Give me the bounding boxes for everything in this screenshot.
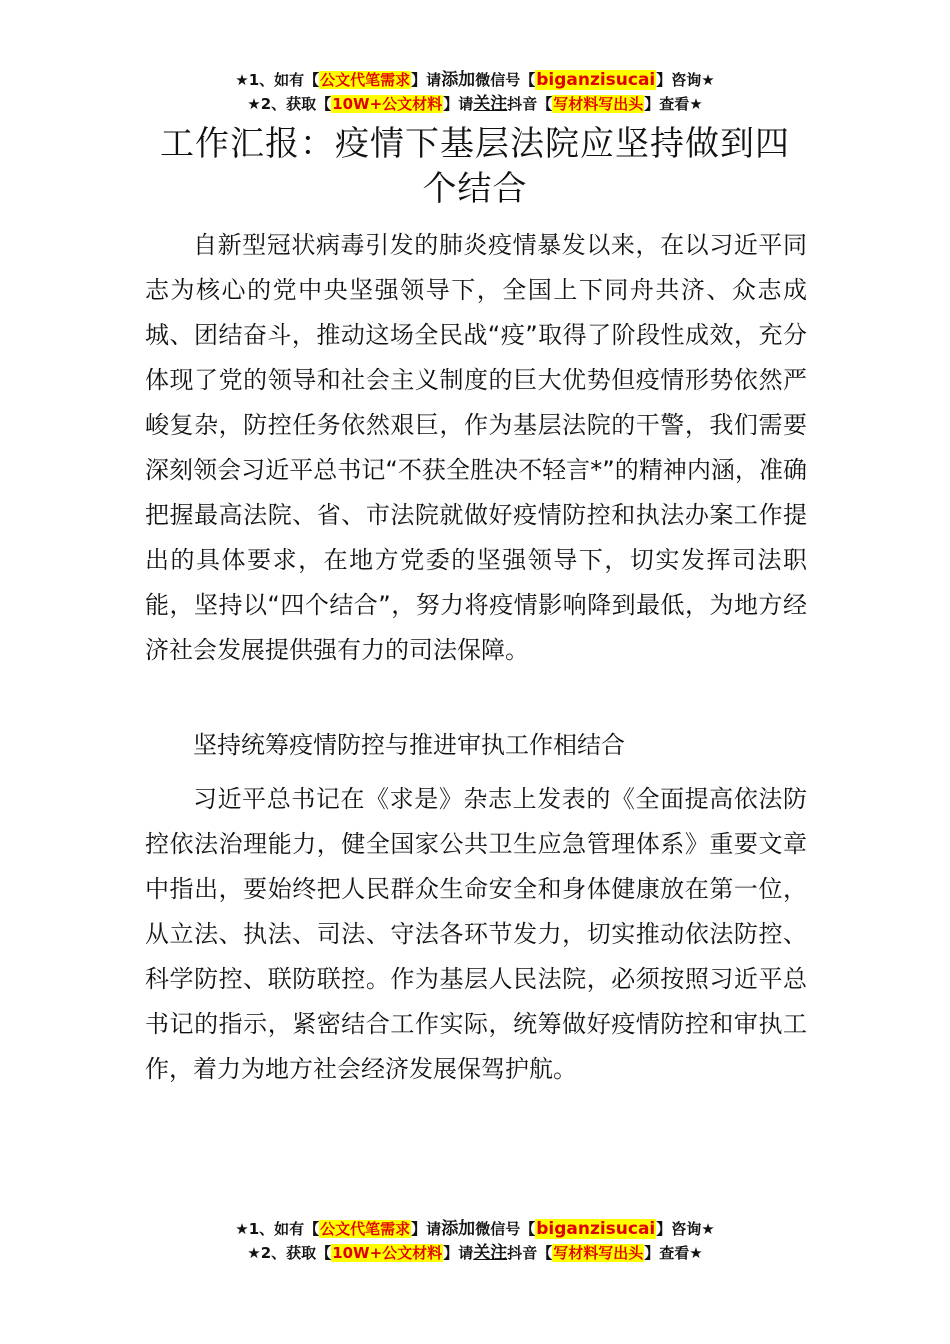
heading-text: 坚持统筹疫情防控与推进审执工作相结合 (193, 731, 625, 759)
highlight-wechat-id: biganzisucai (536, 1219, 656, 1239)
paragraph-text: 习近平总书记在《求是》杂志上发表的《全面提高依法防控依法治理能力，健全国家公共卫生应急管理体系》重要文章中指出，要始终把人民群众生命安全和身体健康放在第一位，从立法、执法、司法、守法各环节发力，切实推动依法防控、科学防控、联防联控。作为基层人民法院，必须按照习近平总书记的指示，紧密结合工作实际，统筹做好疫情防控和审执工作，着力为地方社会经济发展保驾护航。 (145, 785, 807, 1083)
header-banner (0, 68, 950, 116)
banner-line-1: ★1、如有【公文代笔需求】请添加微信号【biganzisucai】咨询★ (235, 1219, 715, 1239)
banner-line-2: ★2、获取【10W+公文材料】请关注抖音【写材料写出头】查看★ (247, 94, 703, 114)
paragraph-intro (145, 223, 807, 673)
paragraph-text: 自新型冠状病毒引发的肺炎疫情暴发以来，在以习近平同志为核心的党中央坚强领导下，全国上下同舟共济、众志成城、团结奋斗，推动这场全民战“疫”取得了阶段性成效，充分体现了党的领导和社会主义制度的巨大优势但疫情形势依然严峻复杂，防控任务依然艰巨，作为基层法院的干警，我们需要深刻领会习近平总书记“不获全胜决不轻言*”的精神内涵，准确把握最高法院、省、市法院就做好疫情防控和执法办案工作提出的具体要求，在地方党委的坚强领导下，切实发挥司法职能，坚持以“四个结合”，努力将疫情影响降到最低，为地方经济社会发展提供强有力的司法保障。 (145, 231, 807, 664)
highlight-materials: 10W+公文材料 (332, 95, 443, 113)
highlight-service: 公文代笔需求 (320, 1220, 411, 1238)
section-heading (145, 723, 807, 768)
highlight-douyin-id: 写材料写出头 (553, 1244, 644, 1262)
paragraph-section-1 (145, 777, 807, 1092)
document-title: 工作汇报：疫情下基层法院应坚持做到四个结合 (160, 124, 790, 209)
highlight-materials: 10W+公文材料 (332, 1244, 443, 1262)
highlight-douyin-id: 写材料写出头 (553, 95, 644, 113)
banner-line-2: ★2、获取【10W+公文材料】请关注抖音【写材料写出头】查看★ (247, 1243, 703, 1263)
highlight-wechat-id: biganzisucai (536, 70, 656, 90)
footer-banner (0, 1217, 950, 1265)
banner-line-1: ★1、如有【公文代笔需求】请添加微信号【biganzisucai】咨询★ (235, 70, 715, 90)
highlight-service: 公文代笔需求 (320, 71, 411, 89)
